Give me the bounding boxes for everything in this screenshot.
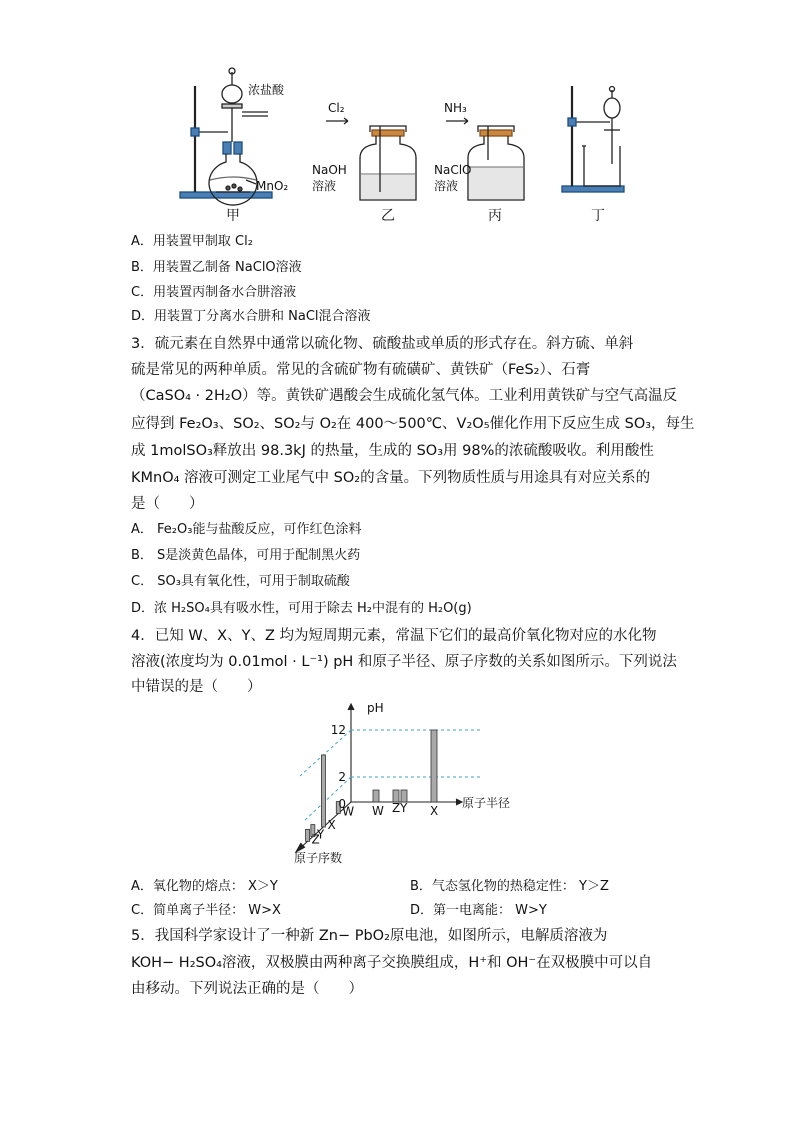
jia-reagent-flask: MnO₂ [256,179,289,193]
q2-option-d: D．用装置丁分离水合肼和 NaCl混合溶液 [131,309,371,324]
bing-solution-line2: 溶液 [434,179,459,193]
q4-option-c: C．简单离子半径： W>X [131,903,281,918]
q4-option-a: A．氧化物的熔点： X＞Y [131,879,278,894]
apparatus-yi [326,118,416,200]
apparatus-figure [170,64,640,232]
ding-caption: 丁 [591,208,605,224]
q3-line-1: 3．硫元素在自然界中通常以硫化物、硫酸盐或单质的形式存在。斜方硫、单斜 [131,336,634,352]
y-axis-label: pH [367,701,384,715]
q3-line-3: （CaSO₄ · 2H₂O）等。黄铁矿遇酸会生成硫化氢气体。工业利用黄铁矿与空气高温反 [131,388,678,404]
x-axis-label: 原子半径 [462,796,511,810]
y-tick-2: 2 [338,770,346,784]
yi-caption: 乙 [381,208,395,224]
yi-solution-line1: NaOH [312,163,347,177]
q3-line-7: 是（ ） [131,496,204,512]
q2-option-c: C．用装置丙制备水合肼溶液 [131,285,297,300]
z-axis-label: 原子序数 [294,851,343,865]
yi-gas: Cl₂ [328,101,345,115]
q3-option-d: D．浓 H₂SO₄具有吸水性，可用于除去 H₂中混有的 H₂O(g) [131,601,472,616]
jia-reagent-top: 浓盐酸 [248,83,285,97]
y-tick-12: 12 [330,723,346,737]
q3-option-a: A． Fe₂O₃能与盐酸反应，可作红色涂料 [131,522,362,537]
origin-label: 0 [338,797,346,811]
number-label-y: Y [316,827,325,842]
number-label-z: Z [311,832,320,847]
radius-label-y: Y [400,801,408,815]
q4-line-3: 中错误的是（ ） [131,679,262,695]
q3-line-4: 应得到 Fe₂O₃、SO₂、SO₂与 O₂在 400～500℃、V₂O₅催化作用下反应生成 SO₃，每生 [131,416,695,432]
jia-caption: 甲 [226,208,240,224]
radius-label-z: Z [392,801,401,815]
number-label-x: X [327,817,336,832]
q3-line-6: KMnO₄ 溶液可测定工业尾气中 SO₂的含量。下列物质性质与用途具有对应关系的 [131,470,651,486]
bar-number-x [321,755,325,827]
bing-gas: NH₃ [444,101,467,115]
apparatus-ding [562,86,624,192]
bing-caption: 丙 [488,208,502,224]
q5-line-3: 由移动。下列说法正确的是（ ） [131,981,363,997]
q3-line-2: 硫是常见的两种单质。常见的含硫矿物有硫磺矿、黄铁矿（FeS₂）、石膏 [131,362,591,378]
bar-radius-w [373,790,379,802]
bing-solution-line1: NaClO [434,163,472,177]
q3-line-5: 成 1molSO₃释放出 98.3kJ 的热量，生成的 SO₃用 98%的浓硫酸吸收。利用酸性 [131,443,654,459]
q4-line-1: 4．已知 W、X、Y、Z 均为短周期元素，常温下它们的最高价氧化物对应的水化物 [131,628,657,644]
yi-solution-line2: 溶液 [312,179,337,193]
q4-option-b: B．气态氢化物的热稳定性： Y＞Z [410,879,609,894]
q5-line-1: 5．我国科学家设计了一种新 Zn− PbO₂原电池，如图所示，电解质溶液为 [131,928,608,944]
q4-option-d: D．第一电离能： W>Y [410,903,547,918]
number-label-w: W [342,804,355,819]
q2-option-b: B．用装置乙制备 NaClO溶液 [131,260,302,275]
bar-number-z [306,829,310,841]
bar-radius-x [431,730,437,802]
radius-label-x: X [430,804,439,818]
radius-label-w: W [372,804,384,818]
q2-option-a: A．用装置甲制取 Cl₂ [131,234,253,249]
q4-ph-chart [280,700,540,868]
q4-line-2: 溶液(浓度均为 0.01mol · L⁻¹) pH 和原子半径、原子序数的关系如图所示。下列说法 [131,654,677,670]
q5-line-2: KOH− H₂SO₄溶液，双极膜由两种离子交换膜组成，H⁺和 OH⁻在双极膜中可以自 [131,955,653,971]
q3-option-b: B． S是淡黄色晶体，可用于配制黑火药 [131,548,361,563]
q3-option-c: C． SO₃具有氧化性，可用于制取硫酸 [131,574,350,589]
